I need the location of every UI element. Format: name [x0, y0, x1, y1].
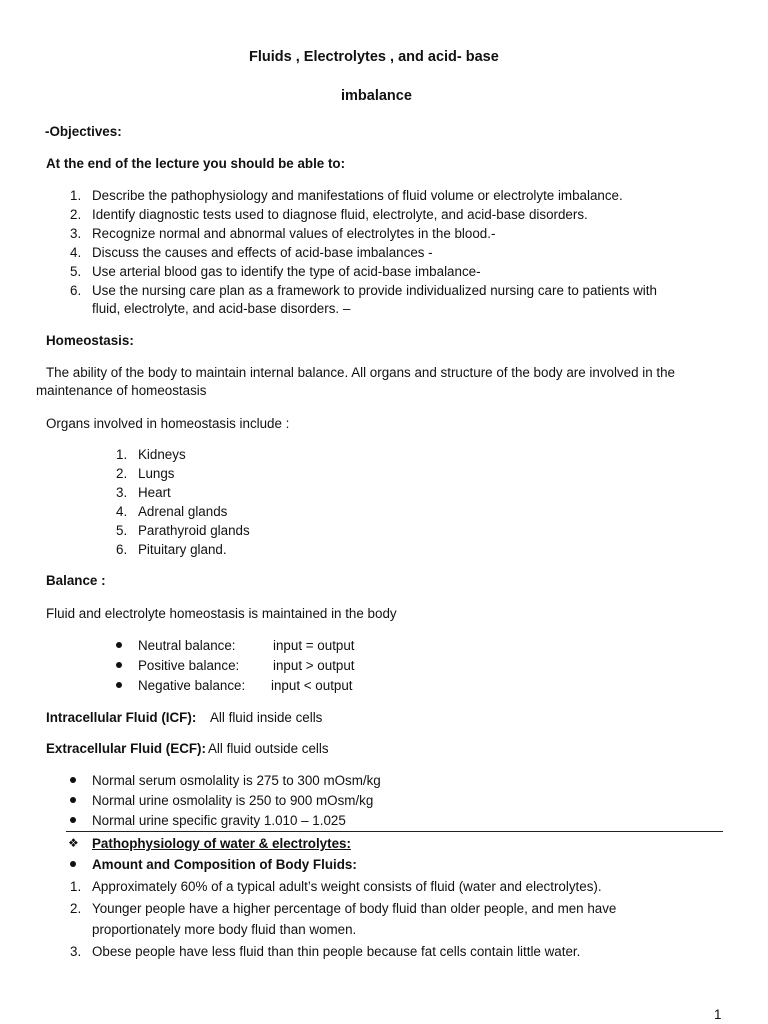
objective-number: 2. — [70, 207, 82, 222]
balance-heading: Balance : — [46, 573, 106, 588]
organ-item: Lungs — [138, 466, 175, 481]
organ-item: Heart — [138, 485, 171, 500]
patho-text: Obese people have less fluid than thin people because fat cells contain little water. — [92, 944, 581, 959]
organ-number: 2. — [116, 466, 128, 481]
objectives-heading: -Objectives: — [45, 124, 122, 139]
ecf-value: All fluid outside cells — [208, 741, 329, 756]
patho-text-continuation: proportionately more body fluid than women. — [92, 922, 357, 937]
objective-number: 5. — [70, 264, 82, 279]
ecf-label: Extracellular Fluid (ECF): — [46, 741, 206, 756]
balance-value: input = output — [273, 638, 355, 653]
objective-text: Use arterial blood gas to identify the type of acid-base imbalance- — [92, 264, 481, 279]
balance-label: Negative balance: — [138, 678, 246, 693]
homeostasis-paragraph-line2: maintenance of homeostasis — [36, 383, 207, 398]
homeostasis-heading: Homeostasis: — [46, 333, 134, 348]
page-number: 1 — [714, 1007, 722, 1022]
patho-text: Younger people have a higher percentage of body fluid than older people, and men have — [92, 901, 617, 916]
patho-subheading: Amount and Composition of Body Fluids: — [92, 857, 357, 872]
objective-text: Recognize normal and abnormal values of electrolytes in the blood.- — [92, 226, 496, 241]
objective-text: Describe the pathophysiology and manifestations of fluid volume or electrolyte imbalance. — [92, 188, 623, 203]
objective-text: Identify diagnostic tests used to diagnose fluid, electrolyte, and acid-base disorders. — [92, 207, 588, 222]
balance-value: input < output — [271, 678, 353, 693]
patho-number: 2. — [70, 901, 82, 916]
patho-number: 1. — [70, 879, 82, 894]
balance-label: Positive balance: — [138, 658, 240, 673]
bullet-icon — [116, 642, 122, 648]
bullet-icon — [70, 817, 76, 823]
objective-number: 4. — [70, 245, 82, 260]
balance-intro: Fluid and electrolyte homeostasis is maintained in the body — [46, 606, 397, 621]
organ-number: 1. — [116, 447, 128, 462]
organ-item: Pituitary gland. — [138, 542, 227, 557]
icf-value: All fluid inside cells — [210, 710, 323, 725]
organ-item: Kidneys — [138, 447, 186, 462]
organ-item: Adrenal glands — [138, 504, 228, 519]
objectives-intro: At the end of the lecture you should be able to: — [46, 156, 346, 171]
normal-value-item: Normal serum osmolality is 275 to 300 mOsm/kg — [92, 773, 381, 788]
document-title-line2: imbalance — [341, 88, 412, 104]
organs-intro: Organs involved in homeostasis include : — [46, 416, 290, 431]
homeostasis-paragraph-line1: The ability of the body to maintain internal balance. All organs and structure of the body are involved in the — [46, 365, 675, 380]
objective-text: Use the nursing care plan as a framework to provide individualized nursing care to patients with — [92, 283, 657, 298]
section-divider — [66, 831, 723, 832]
bullet-icon — [70, 777, 76, 783]
diamond-bullet-icon: ❖ — [68, 836, 79, 850]
patho-heading: Pathophysiology of water & electrolytes: — [92, 836, 351, 851]
bullet-icon — [70, 797, 76, 803]
objective-text: Discuss the causes and effects of acid-base imbalances - — [92, 245, 433, 260]
objective-number: 3. — [70, 226, 82, 241]
balance-label: Neutral balance: — [138, 638, 236, 653]
bullet-icon — [116, 662, 122, 668]
normal-value-item: Normal urine specific gravity 1.010 – 1.025 — [92, 813, 346, 828]
organ-item: Parathyroid glands — [138, 523, 250, 538]
patho-text: Approximately 60% of a typical adult’s weight consists of fluid (water and electrolytes). — [92, 879, 602, 894]
objective-text-continuation: fluid, electrolyte, and acid-base disorders. – — [92, 301, 351, 316]
organ-number: 5. — [116, 523, 128, 538]
objective-number: 1. — [70, 188, 82, 203]
organ-number: 4. — [116, 504, 128, 519]
icf-label: Intracellular Fluid (ICF): — [46, 710, 197, 725]
balance-value: input > output — [273, 658, 355, 673]
bullet-icon — [116, 682, 122, 688]
organ-number: 6. — [116, 542, 128, 557]
objective-number: 6. — [70, 283, 82, 298]
normal-value-item: Normal urine osmolality is 250 to 900 mOsm/kg — [92, 793, 374, 808]
bullet-icon — [70, 861, 76, 867]
patho-number: 3. — [70, 944, 82, 959]
organ-number: 3. — [116, 485, 128, 500]
document-title-line1: Fluids , Electrolytes , and acid- base — [249, 49, 499, 65]
